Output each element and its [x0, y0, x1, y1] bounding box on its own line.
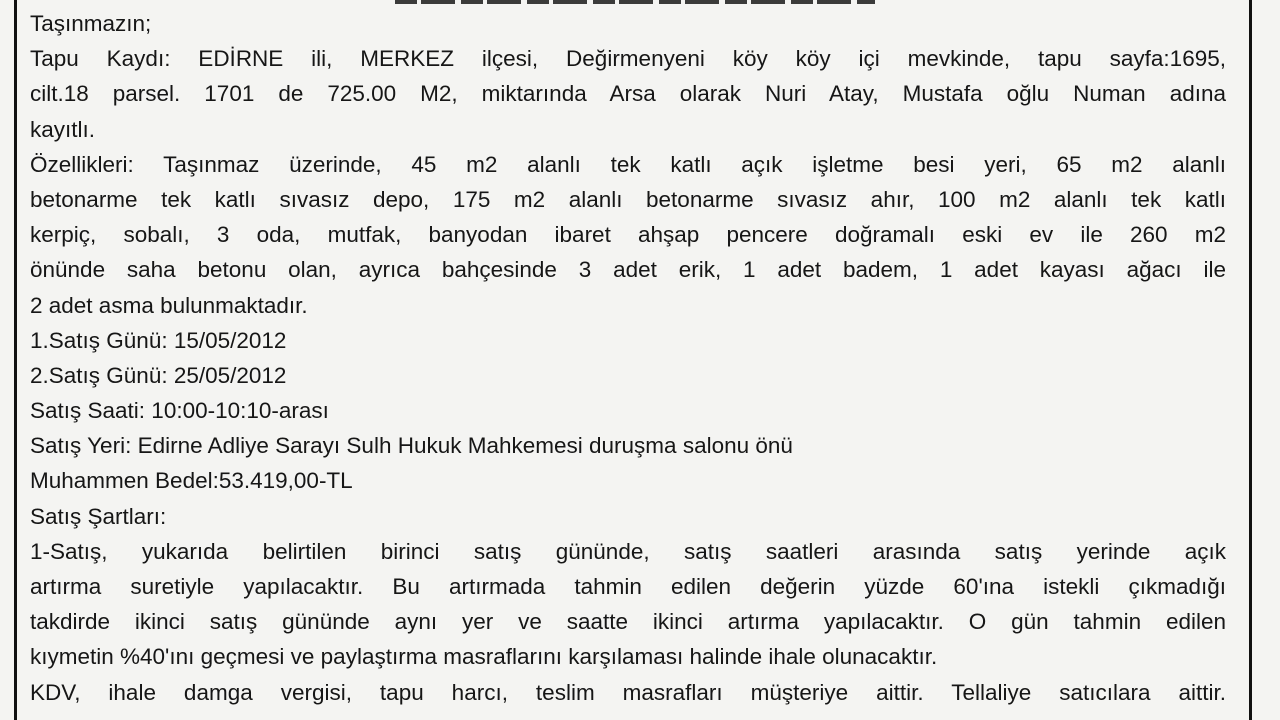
line-tapu-kaydi-1: Tapu Kaydı: EDİRNE ili, MERKEZ ilçesi, Değirmenyeni köy köy içi mevkinde, tapu sayfa:1695,: [30, 46, 1226, 72]
line-tasinmazin: Taşınmazın;: [30, 11, 152, 36]
line-satis-gunu-2: 2.Satış Günü: 25/05/2012: [30, 362, 287, 388]
line-sart-1-3: takdirde ikinci satış gününde aynı yer ve saatte ikinci artırma yapılacaktır. O gün tahmin edilen: [30, 609, 1226, 635]
line-sart-1-4: kıymetin %40'ını geçmesi ve paylaştırma masraflarını karşılaması halinde ihale olunacaktır.: [30, 644, 938, 670]
line-sart-1-1: 1-Satış, yukarıda belirtilen birinci satış gününde, satış saatleri arasında satış yerinde açık: [30, 538, 1226, 564]
line-satis-sartlari: Satış Şartları:: [30, 503, 167, 529]
line-satis-gunu-1: 1.Satış Günü: 15/05/2012: [30, 327, 287, 353]
line-ozellikler-5: 2 adet asma bulunmaktadır.: [30, 292, 308, 318]
line-ozellikler-4: önünde saha betonu olan, ayrıca bahçesinde 3 adet erik, 1 adet badem, 1 adet kayası ağacı ile: [30, 257, 1226, 283]
line-satis-yeri: Satış Yeri: Edirne Adliye Sarayı Sulh Hukuk Mahkemesi duruşma salonu önü: [30, 433, 793, 459]
clipped-heading: [395, 0, 875, 4]
line-satis-saati: Satış Saati: 10:00-10:10-arası: [30, 398, 329, 424]
clipped-heading-text-remnant: [395, 0, 875, 4]
line-sart-1-5: KDV, ihale damga vergisi, tapu harcı, teslim masrafları müşteriye aittir. Tellaliye satıcılara aittir.: [30, 679, 1226, 705]
line-muhammen-bedel: Muhammen Bedel:53.419,00-TL: [30, 468, 353, 494]
line-ozellikler-3: kerpiç, sobalı, 3 oda, mutfak, banyodan ibaret ahşap pencere doğramalı eski ev ile 260 m2: [30, 222, 1226, 248]
line-ozellikler-2: betonarme tek katlı sıvasız depo, 175 m2 alanlı betonarme sıvasız ahır, 100 m2 alanlı tek katlı: [30, 186, 1226, 212]
line-tapu-kaydi-3: kayıtlı.: [30, 116, 96, 142]
line-sart-1-2: artırma suretiyle yapılacaktır. Bu artırmada tahmin edilen değerin yüzde 60'ına istekli çıkmadığı: [30, 574, 1226, 599]
document-body: [30, 6, 1226, 710]
line-tapu-kaydi-2: cilt.18 parsel. 1701 de 725.00 M2, miktarında Arsa olarak Nuri Atay, Mustafa oğlu Numan adına: [30, 81, 1226, 107]
line-ozellikler-1: Özellikleri: Taşınmaz üzerinde, 45 m2 alanlı tek katlı açık işletme besi yeri, 65 m2 alanlı: [30, 151, 1226, 177]
